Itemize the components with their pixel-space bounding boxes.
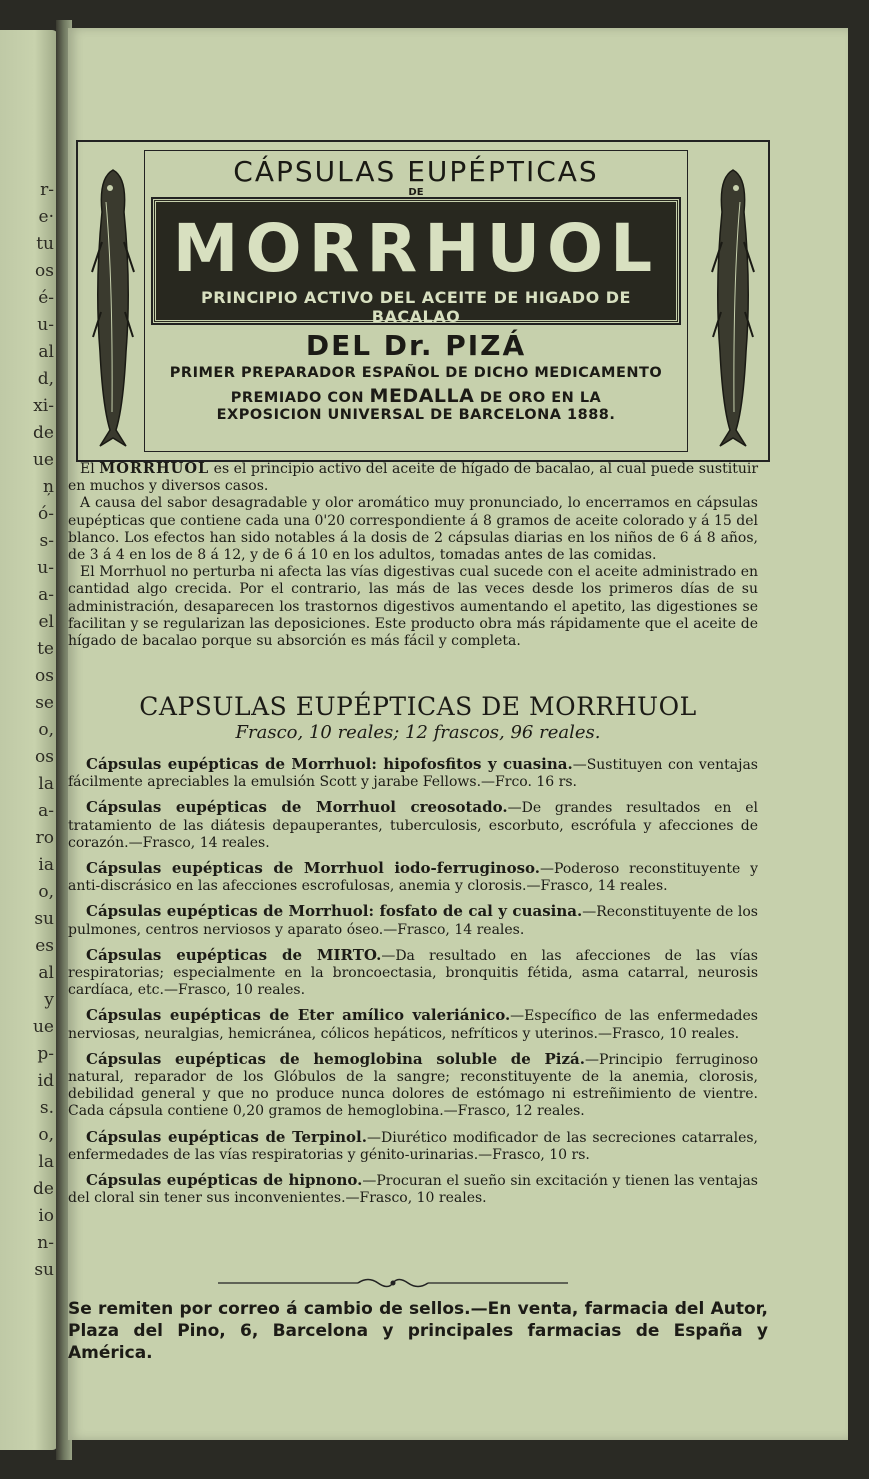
- list-item: [68, 947, 758, 1000]
- product-description: —Reconstituyente de los pulmones, centros nerviosos y aparato óseo.—Frasco, 14 reales.: [68, 904, 758, 938]
- previous-page-fragment: de: [33, 423, 54, 443]
- product-description: —Específico de las enfermedades nerviosas, neuralgias, hemicránea, cólicos hepáticos, nefríticos y uterinos.—Frasco, 10 reales.: [68, 1008, 758, 1042]
- previous-page-fragment: n-: [37, 1233, 54, 1253]
- previous-page-fragment: tu: [36, 234, 54, 254]
- previous-page-fragment: ņ: [43, 477, 54, 497]
- previous-page-fragment: o,: [38, 720, 54, 740]
- previous-page-fragment: io: [38, 1206, 54, 1226]
- ad-de: DE: [408, 187, 424, 198]
- product-description: —De grandes resultados en el tratamiento de las diátesis depauperantes, tuberculosis, escorbuto, escrófula y afecciones de corazón.—Frasco, 14 reales.: [68, 800, 758, 851]
- previous-page-fragment: su: [34, 909, 54, 929]
- footer-note: [68, 1298, 768, 1364]
- ad-title: CÁPSULAS EUPÉPTICAS: [233, 155, 599, 188]
- list-item: [68, 756, 758, 791]
- cod-fish-icon: [88, 162, 138, 452]
- previous-page-fragment: p-: [37, 1044, 54, 1064]
- product-banner: [153, 199, 679, 326]
- description-text: [68, 460, 758, 650]
- previous-page-fragment: ro: [35, 828, 54, 848]
- award-line-1: PRIMER PREPARADOR ESPAÑOL DE DICHO MEDICAMENTO: [169, 365, 663, 381]
- product-name: MORRHUOL: [172, 210, 660, 287]
- previous-page-fragment: ue: [32, 450, 54, 470]
- award-line-2a: PREMIADO CON: [230, 390, 364, 406]
- product-lead: Cápsulas eupépticas de Morrhuol: fosfato de cal y cuasina.: [86, 902, 583, 921]
- list-item: [68, 1007, 758, 1042]
- award-line-2: [145, 385, 687, 407]
- previous-page-fragment: s.: [39, 1098, 54, 1118]
- previous-page-fragment: y: [44, 990, 54, 1010]
- previous-page-fragment: ue: [32, 1017, 54, 1037]
- advertisement-frame: [76, 140, 770, 462]
- previous-page-fragment: r-: [40, 180, 54, 200]
- doctor-name: DEL Dr. PIZÁ: [305, 329, 527, 362]
- brand-name: MORRHUOL: [99, 460, 210, 477]
- previous-page-fragment: al: [38, 963, 54, 983]
- previous-page-fragment: a-: [38, 585, 54, 605]
- list-item: [68, 799, 758, 852]
- section-title: CAPSULAS EUPÉPTICAS DE MORRHUOL: [139, 692, 697, 721]
- product-description: —Procuran el sueño sin excitación y tienen las ventajas del cloral sin tener sus inconvenientes.—Frasco, 10 reales.: [68, 1173, 758, 1207]
- previous-page-fragment: o,: [38, 1125, 54, 1145]
- previous-page-fragment: xi-: [33, 396, 54, 416]
- previous-page-edge: [0, 30, 58, 1450]
- list-item: [68, 1172, 758, 1207]
- product-description: —Diurético modificador de las secreciones catarrales, enfermedades de las vías respiratorias y génito-urinarias.—Frasco, 10 rs.: [68, 1129, 758, 1163]
- footer-text: Se remiten por correo á cambio de sellos.—En venta, farmacia del Autor, Plaza del Pino, 6, Barcelona y principales farmacias de España y América.: [68, 1299, 768, 1363]
- award-line-3: EXPOSICION UNIVERSAL DE BARCELONA 1888.: [216, 407, 616, 423]
- award-line-2c: DE ORO EN LA: [479, 390, 602, 406]
- previous-page-fragment: id: [37, 1071, 54, 1091]
- product-lead: Cápsulas eupépticas de Eter amílico valeriánico.: [86, 1006, 511, 1025]
- product-list: [68, 756, 758, 1215]
- previous-page-fragment: d,: [37, 369, 54, 389]
- previous-page-fragment: e·: [38, 207, 54, 227]
- product-lead: Cápsulas eupépticas de hipnono.: [86, 1171, 363, 1190]
- paragraph-rest: es el principio activo del aceite de hígado de bacalao, al cual puede sustituir en muchos y diversos casos.: [68, 461, 759, 495]
- product-lead: Cápsulas eupépticas de Morrhuol: hipofosfitos y cuasina.: [86, 755, 573, 773]
- cod-fish-icon: [708, 162, 758, 452]
- product-description: —Sustituyen con ventajas fácilmente apreciables la emulsión Scott y jarabe Fellows.—Frco. 16 rs.: [68, 757, 758, 791]
- previous-page-fragment: se: [35, 693, 54, 713]
- list-item: [68, 903, 758, 938]
- product-lead: Cápsulas eupépticas de hemoglobina soluble de Pizá.: [86, 1049, 585, 1068]
- ornament-divider-icon: [218, 1276, 568, 1290]
- previous-page-fragment: su: [34, 1260, 54, 1280]
- product-lead: Cápsulas eupépticas de Morrhuol creosotado.: [86, 798, 508, 817]
- list-item: [68, 1051, 758, 1121]
- previous-page-fragment: es: [35, 936, 54, 956]
- list-item: [68, 860, 758, 895]
- paragraph: El Morrhuol no perturba ni afecta las vías digestivas cual sucede con el aceite administrado en cantidad algo crecida. Por el contrario, las más de las veces desde los primeros días de su administración, desaparecen los trastornos digestivos aumentando el apetito, las digestiones se facilitan y se regularizan las deposiciones. Este producto obra más rápidamente que el aceite de hígado de bacalao porque su absorción es más fácil y completa.: [68, 564, 758, 650]
- previous-page-fragment: u-: [37, 558, 54, 578]
- product-lead: Cápsulas eupépticas de Terpinol.: [86, 1127, 367, 1146]
- previous-page-fragment: os: [35, 747, 54, 767]
- previous-page-fragment: a-: [38, 801, 54, 821]
- previous-page-fragment: el: [38, 612, 54, 632]
- previous-page-fragment: é-: [38, 288, 54, 308]
- page: [68, 28, 848, 1440]
- previous-page-fragment: os: [35, 666, 54, 686]
- product-description: —Poderoso reconstituyente y anti-discrásico en las afecciones escrofulosas, anemia y clorosis.—Frasco, 14 reales.: [68, 861, 758, 895]
- previous-page-fragment: u-: [37, 315, 54, 335]
- award-medal: MEDALLA: [369, 385, 475, 407]
- advertisement-inner-frame: [144, 150, 688, 452]
- previous-page-fragment: al: [38, 342, 54, 362]
- previous-page-fragment: la: [38, 774, 54, 794]
- previous-page-fragment: de: [33, 1179, 54, 1199]
- product-lead: Cápsulas eupépticas de MIRTO.: [86, 945, 382, 964]
- previous-page-fragment: ia: [38, 855, 54, 875]
- paragraph: A causa del sabor desagradable y olor aromático muy pronunciado, lo encerramos en cápsulas eupépticas que contiene cada una 0'20 correspondiente á 8 gramos de aceite colorado y á 15 del blanco. Los efectos han sido notables á la dosis de 2 cápsulas diarias en los niños de 6 á 8 años, de 3 á 4 en los de 8 á 12, y de 6 á 10 en los adultos, tomadas antes de las comidas.: [68, 495, 758, 564]
- previous-page-fragment: ó-: [38, 504, 54, 524]
- previous-page-fragment: te: [37, 639, 54, 659]
- product-description: —Principio ferruginoso natural, reparador de los Glóbulos de la sangre; reconstituyente de la anemia, clorosis, debilidad general y que no produce nunca dolores de estómago ni estreñimiento de vientre. Cada cápsula contiene 0,20 gramos de hemoglobina.—Frasco, 12 reales.: [68, 1051, 759, 1120]
- section-price: Frasco, 10 reales; 12 frascos, 96 reales.: [235, 722, 601, 743]
- previous-page-fragment: o,: [38, 882, 54, 902]
- previous-page-fragment: os: [35, 261, 54, 281]
- paragraph: [68, 460, 758, 495]
- product-description: —Da resultado en las afecciones de las vías respiratorias; especialmente en la broncoectasia, bronquitis fétida, asma catarral, neurosis cardíaca, etc.—Frasco, 10 reales.: [68, 947, 758, 999]
- product-subtitle: PRINCIPIO ACTIVO DEL ACEITE DE HIGADO DE BACALAO: [201, 288, 631, 326]
- product-lead: Cápsulas eupépticas de Morrhuol iodo-ferruginoso.: [86, 859, 540, 878]
- previous-page-fragment: la: [38, 1152, 54, 1172]
- list-item: [68, 1129, 758, 1164]
- paragraph-start: El: [80, 461, 95, 477]
- previous-page-fragment: s-: [39, 531, 54, 551]
